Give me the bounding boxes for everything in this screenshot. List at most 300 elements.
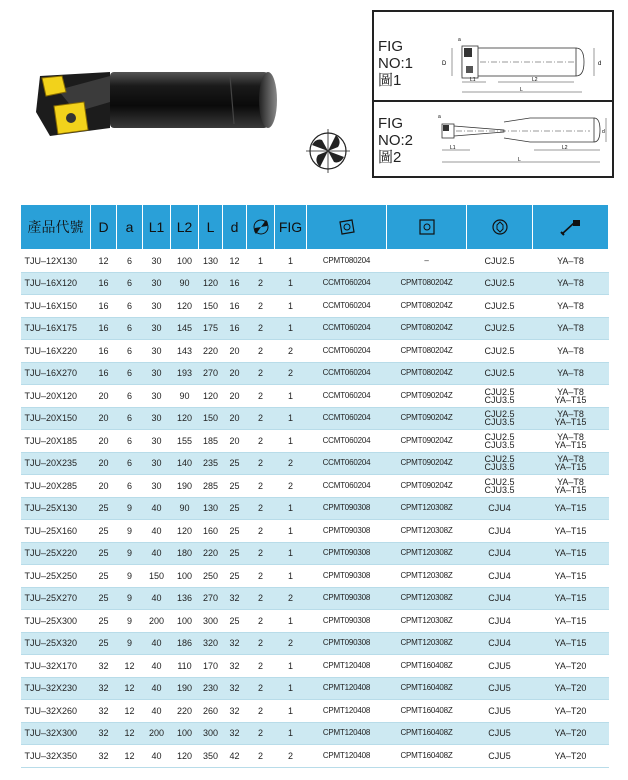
fig1-label-line1: FIG xyxy=(378,38,403,55)
a-cell: 6 xyxy=(117,475,143,498)
D-cell: 25 xyxy=(91,610,117,633)
table-row xyxy=(21,475,609,498)
wrench-cell-line1: YA–T8 xyxy=(557,386,584,397)
model-cell: TJU–32X350 xyxy=(21,745,91,768)
table-row xyxy=(21,745,609,768)
teeth-cell: 2 xyxy=(247,475,275,498)
screw-cell xyxy=(467,542,533,565)
wrench-cell-line1: YA–T8 xyxy=(557,454,584,465)
D-cell: 16 xyxy=(91,340,117,363)
fig-cell: 1 xyxy=(275,407,307,430)
wrench-cell-line2: YA–T15 xyxy=(554,484,587,495)
L2-cell: 143 xyxy=(171,340,199,363)
table-row xyxy=(21,250,609,273)
wrench-cell-line2: YA–T15 xyxy=(554,417,587,428)
L-cell: 185 xyxy=(199,430,223,453)
L-cell: 270 xyxy=(199,587,223,610)
insert-a-cell: CPMT090308 xyxy=(307,632,387,655)
wrench-cell-line1: YA–T15 xyxy=(554,615,587,626)
L1-cell: 30 xyxy=(143,250,171,273)
table-row xyxy=(21,295,609,318)
insert-a-cell: CCMT060204 xyxy=(307,340,387,363)
teeth-cell: 2 xyxy=(247,700,275,723)
screw-cell-line2: CJU3.5 xyxy=(484,484,515,495)
d-cell: 20 xyxy=(223,430,247,453)
L-cell: 130 xyxy=(199,250,223,273)
fig-cell: 2 xyxy=(275,340,307,363)
L2-cell: 193 xyxy=(171,362,199,385)
insert-a-cell: CCMT060204 xyxy=(307,272,387,295)
teeth-cell: 2 xyxy=(247,452,275,475)
table-row xyxy=(21,700,609,723)
fig-cell: 1 xyxy=(275,317,307,340)
teeth-cell: 2 xyxy=(247,497,275,520)
model-cell: TJU–32X300 xyxy=(21,722,91,745)
L2-cell: 110 xyxy=(171,655,199,678)
fig2-dim-L2: L2 xyxy=(562,145,568,151)
screw-cell-line1: CJU5 xyxy=(488,660,511,671)
fig-cell: 1 xyxy=(275,295,307,318)
screw-cell xyxy=(467,475,533,498)
a-cell: 6 xyxy=(117,295,143,318)
insert-a-cell: CCMT060204 xyxy=(307,430,387,453)
screw-cell-line1: CJU2.5 xyxy=(484,323,515,334)
header-L: L xyxy=(199,205,223,250)
insert-a-cell: CCMT060204 xyxy=(307,295,387,318)
wrench-cell xyxy=(533,700,609,723)
L2-cell: 90 xyxy=(171,497,199,520)
screw-cell xyxy=(467,722,533,745)
D-cell: 32 xyxy=(91,722,117,745)
L-cell: 270 xyxy=(199,362,223,385)
insert-b-cell: CPMT080204Z xyxy=(387,272,467,295)
model-cell: TJU–25X250 xyxy=(21,565,91,588)
teeth-cell: 2 xyxy=(247,520,275,543)
screw-cell xyxy=(467,317,533,340)
fig-cell: 1 xyxy=(275,497,307,520)
L1-cell: 40 xyxy=(143,587,171,610)
teeth-cell: 2 xyxy=(247,272,275,295)
fig-cell: 1 xyxy=(275,385,307,408)
table-row xyxy=(21,272,609,295)
table-row xyxy=(21,632,609,655)
screw-cell xyxy=(467,497,533,520)
teeth-cell: 2 xyxy=(247,385,275,408)
L2-cell: 120 xyxy=(171,520,199,543)
wrench-cell-line1: YA–T8 xyxy=(557,476,584,487)
L-cell: 300 xyxy=(199,610,223,633)
d-cell: 25 xyxy=(223,542,247,565)
header-d: d xyxy=(223,205,247,250)
screw-cell xyxy=(467,407,533,430)
wrench-cell xyxy=(533,475,609,498)
wrench-cell xyxy=(533,520,609,543)
insert-a-icon xyxy=(337,217,357,237)
insert-b-cell: CPMT120308Z xyxy=(387,565,467,588)
insert-b-cell: CPMT160408Z xyxy=(387,700,467,723)
table-row xyxy=(21,340,609,363)
L1-cell: 30 xyxy=(143,385,171,408)
L2-cell: 190 xyxy=(171,475,199,498)
D-cell: 32 xyxy=(91,677,117,700)
fig2-label-line3: 圖2 xyxy=(378,149,402,166)
teeth-cell: 2 xyxy=(247,722,275,745)
table-row xyxy=(21,362,609,385)
wrench-cell-line1: YA–T20 xyxy=(554,728,587,739)
insert-b-cell: CPMT090204Z xyxy=(387,452,467,475)
insert-b-cell: CPMT090204Z xyxy=(387,430,467,453)
wrench-cell xyxy=(533,407,609,430)
fig1-dim-L1: L1 xyxy=(470,77,476,83)
L2-cell: 120 xyxy=(171,295,199,318)
screw-cell-line1: CJU4 xyxy=(488,615,511,626)
wrench-cell xyxy=(533,362,609,385)
screw-cell xyxy=(467,677,533,700)
L-cell: 160 xyxy=(199,520,223,543)
a-cell: 6 xyxy=(117,407,143,430)
model-cell: TJU–12X130 xyxy=(21,250,91,273)
table-row xyxy=(21,385,609,408)
L1-cell: 30 xyxy=(143,317,171,340)
model-cell: TJU–25X220 xyxy=(21,542,91,565)
teeth-cell: 2 xyxy=(247,317,275,340)
insert-count-icon xyxy=(251,217,271,237)
a-cell: 12 xyxy=(117,677,143,700)
insert-a-cell: CCMT060204 xyxy=(307,317,387,340)
wrench-cell xyxy=(533,295,609,318)
table-row xyxy=(21,722,609,745)
a-cell: 9 xyxy=(117,587,143,610)
L-cell: 120 xyxy=(199,272,223,295)
insert-a-cell: CCMT060204 xyxy=(307,407,387,430)
insert-b-cell: CPMT160408Z xyxy=(387,745,467,768)
a-cell: 6 xyxy=(117,250,143,273)
L2-cell: 155 xyxy=(171,430,199,453)
wrench-cell-line1: YA–T8 xyxy=(557,278,584,289)
wrench-cell xyxy=(533,250,609,273)
table-row xyxy=(21,565,609,588)
d-cell: 20 xyxy=(223,340,247,363)
model-cell: TJU–20X120 xyxy=(21,385,91,408)
D-cell: 16 xyxy=(91,362,117,385)
L-cell: 260 xyxy=(199,700,223,723)
insert-a-cell: CCMT060204 xyxy=(307,475,387,498)
d-cell: 25 xyxy=(223,475,247,498)
wrench-cell-line1: YA–T15 xyxy=(554,548,587,559)
d-cell: 32 xyxy=(223,632,247,655)
insert-a-cell: CCMT060204 xyxy=(307,385,387,408)
fig1-label-line3: 圖1 xyxy=(378,72,402,89)
wrench-cell xyxy=(533,340,609,363)
fig-cell: 1 xyxy=(275,610,307,633)
fig-cell: 2 xyxy=(275,587,307,610)
wrench-cell xyxy=(533,677,609,700)
L-cell: 120 xyxy=(199,385,223,408)
D-cell: 25 xyxy=(91,542,117,565)
screw-cell xyxy=(467,430,533,453)
fig2-dim-L: L xyxy=(518,157,521,163)
screw-cell xyxy=(467,520,533,543)
a-cell: 9 xyxy=(117,497,143,520)
wrench-cell-line2: YA–T15 xyxy=(554,462,587,473)
L1-cell: 30 xyxy=(143,430,171,453)
wrench-cell-line1: YA–T8 xyxy=(557,300,584,311)
fig2-dim-a: a xyxy=(438,114,441,120)
table-row xyxy=(21,677,609,700)
L1-cell: 200 xyxy=(143,610,171,633)
screw-cell-line1: CJU2.5 xyxy=(484,255,515,266)
screw-cell-line1: CJU5 xyxy=(488,728,511,739)
screw-cell xyxy=(467,385,533,408)
insert-b-cell: CPMT080204Z xyxy=(387,317,467,340)
insert-a-cell: CCMT060204 xyxy=(307,452,387,475)
wrench-cell-line1: YA–T15 xyxy=(554,525,587,536)
L2-cell: 220 xyxy=(171,700,199,723)
table-row xyxy=(21,610,609,633)
a-cell: 9 xyxy=(117,632,143,655)
fig1-dim-a: a xyxy=(458,37,461,43)
wrench-cell-line1: YA–T15 xyxy=(554,593,587,604)
teeth-cell: 2 xyxy=(247,340,275,363)
D-cell: 25 xyxy=(91,587,117,610)
header-screw xyxy=(467,205,533,250)
fig2-dim-L1: L1 xyxy=(450,145,456,151)
wrench-cell xyxy=(533,452,609,475)
table-row xyxy=(21,452,609,475)
L1-cell: 40 xyxy=(143,497,171,520)
wrench-cell-line1: YA–T8 xyxy=(557,409,584,420)
table-row xyxy=(21,497,609,520)
fig-cell: 2 xyxy=(275,632,307,655)
D-cell: 20 xyxy=(91,430,117,453)
cross-section-icon xyxy=(302,125,354,177)
teeth-cell: 2 xyxy=(247,587,275,610)
model-cell: TJU–25X320 xyxy=(21,632,91,655)
header-D: D xyxy=(91,205,117,250)
table-row xyxy=(21,430,609,453)
screw-cell xyxy=(467,362,533,385)
L2-cell: 100 xyxy=(171,565,199,588)
d-cell: 25 xyxy=(223,565,247,588)
insert-a-cell: CPMT120408 xyxy=(307,655,387,678)
wrench-cell-line1: YA–T20 xyxy=(554,705,587,716)
screw-cell xyxy=(467,452,533,475)
wrench-cell-line1: YA–T8 xyxy=(557,323,584,334)
wrench-cell-line1: YA–T8 xyxy=(557,345,584,356)
a-cell: 6 xyxy=(117,272,143,295)
wrench-cell-line1: YA–T8 xyxy=(557,255,584,266)
insert-b-cell: – xyxy=(387,250,467,273)
L-cell: 300 xyxy=(199,722,223,745)
screw-cell-line1: CJU2.5 xyxy=(484,431,515,442)
teeth-cell: 2 xyxy=(247,362,275,385)
header-insert-a xyxy=(307,205,387,250)
fig-cell: 1 xyxy=(275,520,307,543)
L1-cell: 30 xyxy=(143,475,171,498)
fig-cell: 1 xyxy=(275,430,307,453)
wrench-cell xyxy=(533,722,609,745)
wrench-cell-line1: YA–T20 xyxy=(554,660,587,671)
wrench-cell-line1: YA–T8 xyxy=(557,368,584,379)
teeth-cell: 2 xyxy=(247,655,275,678)
screw-cell-line1: CJU4 xyxy=(488,570,511,581)
table-row xyxy=(21,407,609,430)
L2-cell: 136 xyxy=(171,587,199,610)
wrench-cell xyxy=(533,497,609,520)
screw-cell-line2: CJU3.5 xyxy=(484,417,515,428)
L-cell: 320 xyxy=(199,632,223,655)
a-cell: 12 xyxy=(117,655,143,678)
model-cell: TJU–16X120 xyxy=(21,272,91,295)
fig-cell: 1 xyxy=(275,565,307,588)
model-cell: TJU–16X150 xyxy=(21,295,91,318)
screw-cell-line1: CJU4 xyxy=(488,638,511,649)
fig-cell: 1 xyxy=(275,700,307,723)
teeth-cell: 2 xyxy=(247,542,275,565)
fig-cell: 1 xyxy=(275,250,307,273)
teeth-cell: 2 xyxy=(247,295,275,318)
L-cell: 285 xyxy=(199,475,223,498)
screw-cell-line1: CJU4 xyxy=(488,593,511,604)
fig-cell: 1 xyxy=(275,542,307,565)
L1-cell: 30 xyxy=(143,295,171,318)
wrench-cell-line1: YA–T15 xyxy=(554,503,587,514)
fig2-dim-d: d xyxy=(602,129,605,135)
insert-b-cell: CPMT120308Z xyxy=(387,610,467,633)
fig-cell: 1 xyxy=(275,272,307,295)
screw-cell-line1: CJU2.5 xyxy=(484,476,515,487)
table-row xyxy=(21,520,609,543)
wrench-cell xyxy=(533,587,609,610)
fig1-drawing xyxy=(434,26,610,98)
wrench-cell xyxy=(533,610,609,633)
insert-a-cell: CPMT080204 xyxy=(307,250,387,273)
a-cell: 9 xyxy=(117,542,143,565)
model-cell: TJU–25X160 xyxy=(21,520,91,543)
L1-cell: 30 xyxy=(143,407,171,430)
insert-a-cell: CPMT090308 xyxy=(307,520,387,543)
screw-cell xyxy=(467,587,533,610)
insert-b-cell: CPMT080204Z xyxy=(387,295,467,318)
insert-b-cell: CPMT090204Z xyxy=(387,385,467,408)
L1-cell: 30 xyxy=(143,362,171,385)
fig1-dim-L: L xyxy=(520,87,523,93)
insert-a-cell: CPMT090308 xyxy=(307,587,387,610)
L-cell: 130 xyxy=(199,497,223,520)
screw-cell-line1: CJU4 xyxy=(488,503,511,514)
fig-cell: 2 xyxy=(275,475,307,498)
wrench-cell-line1: YA–T15 xyxy=(554,638,587,649)
screw-cell-line1: CJU5 xyxy=(488,705,511,716)
screw-cell xyxy=(467,272,533,295)
a-cell: 12 xyxy=(117,745,143,768)
L2-cell: 120 xyxy=(171,407,199,430)
fig2-label xyxy=(378,115,413,166)
D-cell: 32 xyxy=(91,655,117,678)
L-cell: 170 xyxy=(199,655,223,678)
screw-cell-line1: CJU5 xyxy=(488,750,511,761)
screw-icon xyxy=(490,217,510,237)
fig-cell: 1 xyxy=(275,722,307,745)
D-cell: 25 xyxy=(91,632,117,655)
L-cell: 220 xyxy=(199,340,223,363)
screw-cell xyxy=(467,700,533,723)
L2-cell: 90 xyxy=(171,272,199,295)
L1-cell: 40 xyxy=(143,745,171,768)
d-cell: 32 xyxy=(223,587,247,610)
wrench-cell xyxy=(533,655,609,678)
wrench-cell-line1: YA–T20 xyxy=(554,683,587,694)
D-cell: 20 xyxy=(91,407,117,430)
L1-cell: 40 xyxy=(143,700,171,723)
d-cell: 20 xyxy=(223,362,247,385)
L2-cell: 100 xyxy=(171,610,199,633)
screw-cell-line1: CJU2.5 xyxy=(484,300,515,311)
d-cell: 16 xyxy=(223,317,247,340)
model-cell: TJU–20X150 xyxy=(21,407,91,430)
insert-b-cell: CPMT090204Z xyxy=(387,475,467,498)
model-cell: TJU–32X230 xyxy=(21,677,91,700)
header-L1: L1 xyxy=(143,205,171,250)
teeth-cell: 2 xyxy=(247,677,275,700)
L1-cell: 40 xyxy=(143,520,171,543)
wrench-icon xyxy=(559,217,583,237)
d-cell: 25 xyxy=(223,497,247,520)
d-cell: 16 xyxy=(223,272,247,295)
fig1-label-line2: NO:1 xyxy=(378,55,414,72)
D-cell: 25 xyxy=(91,497,117,520)
d-cell: 25 xyxy=(223,610,247,633)
d-cell: 32 xyxy=(223,700,247,723)
d-cell: 25 xyxy=(223,520,247,543)
wrench-cell xyxy=(533,430,609,453)
wrench-cell xyxy=(533,272,609,295)
fig2-label-line2: NO:2 xyxy=(378,132,414,149)
teeth-cell: 2 xyxy=(247,407,275,430)
L-cell: 175 xyxy=(199,317,223,340)
model-cell: TJU–32X170 xyxy=(21,655,91,678)
insert-b-icon xyxy=(417,217,437,237)
a-cell: 6 xyxy=(117,362,143,385)
teeth-cell: 2 xyxy=(247,430,275,453)
screw-cell-line1: CJU4 xyxy=(488,525,511,536)
insert-a-cell: CPMT120408 xyxy=(307,745,387,768)
model-cell: TJU–20X185 xyxy=(21,430,91,453)
a-cell: 9 xyxy=(117,565,143,588)
teeth-cell: 2 xyxy=(247,632,275,655)
insert-b-cell: CPMT120308Z xyxy=(387,520,467,543)
D-cell: 20 xyxy=(91,452,117,475)
D-cell: 32 xyxy=(91,745,117,768)
D-cell: 25 xyxy=(91,520,117,543)
d-cell: 16 xyxy=(223,295,247,318)
wrench-cell xyxy=(533,745,609,768)
L-cell: 150 xyxy=(199,407,223,430)
insert-b-cell: CPMT160408Z xyxy=(387,722,467,745)
insert-a-cell: CPMT120408 xyxy=(307,722,387,745)
L-cell: 235 xyxy=(199,452,223,475)
wrench-cell xyxy=(533,542,609,565)
teeth-cell: 2 xyxy=(247,610,275,633)
header-teeth xyxy=(247,205,275,250)
wrench-cell-line2: YA–T15 xyxy=(554,394,587,405)
header-wrench xyxy=(533,205,609,250)
wrench-cell-line2: YA–T15 xyxy=(554,439,587,450)
insert-b-cell: CPMT120308Z xyxy=(387,542,467,565)
screw-cell-line1: CJU2.5 xyxy=(484,409,515,420)
fig-cell: 1 xyxy=(275,655,307,678)
D-cell: 32 xyxy=(91,700,117,723)
